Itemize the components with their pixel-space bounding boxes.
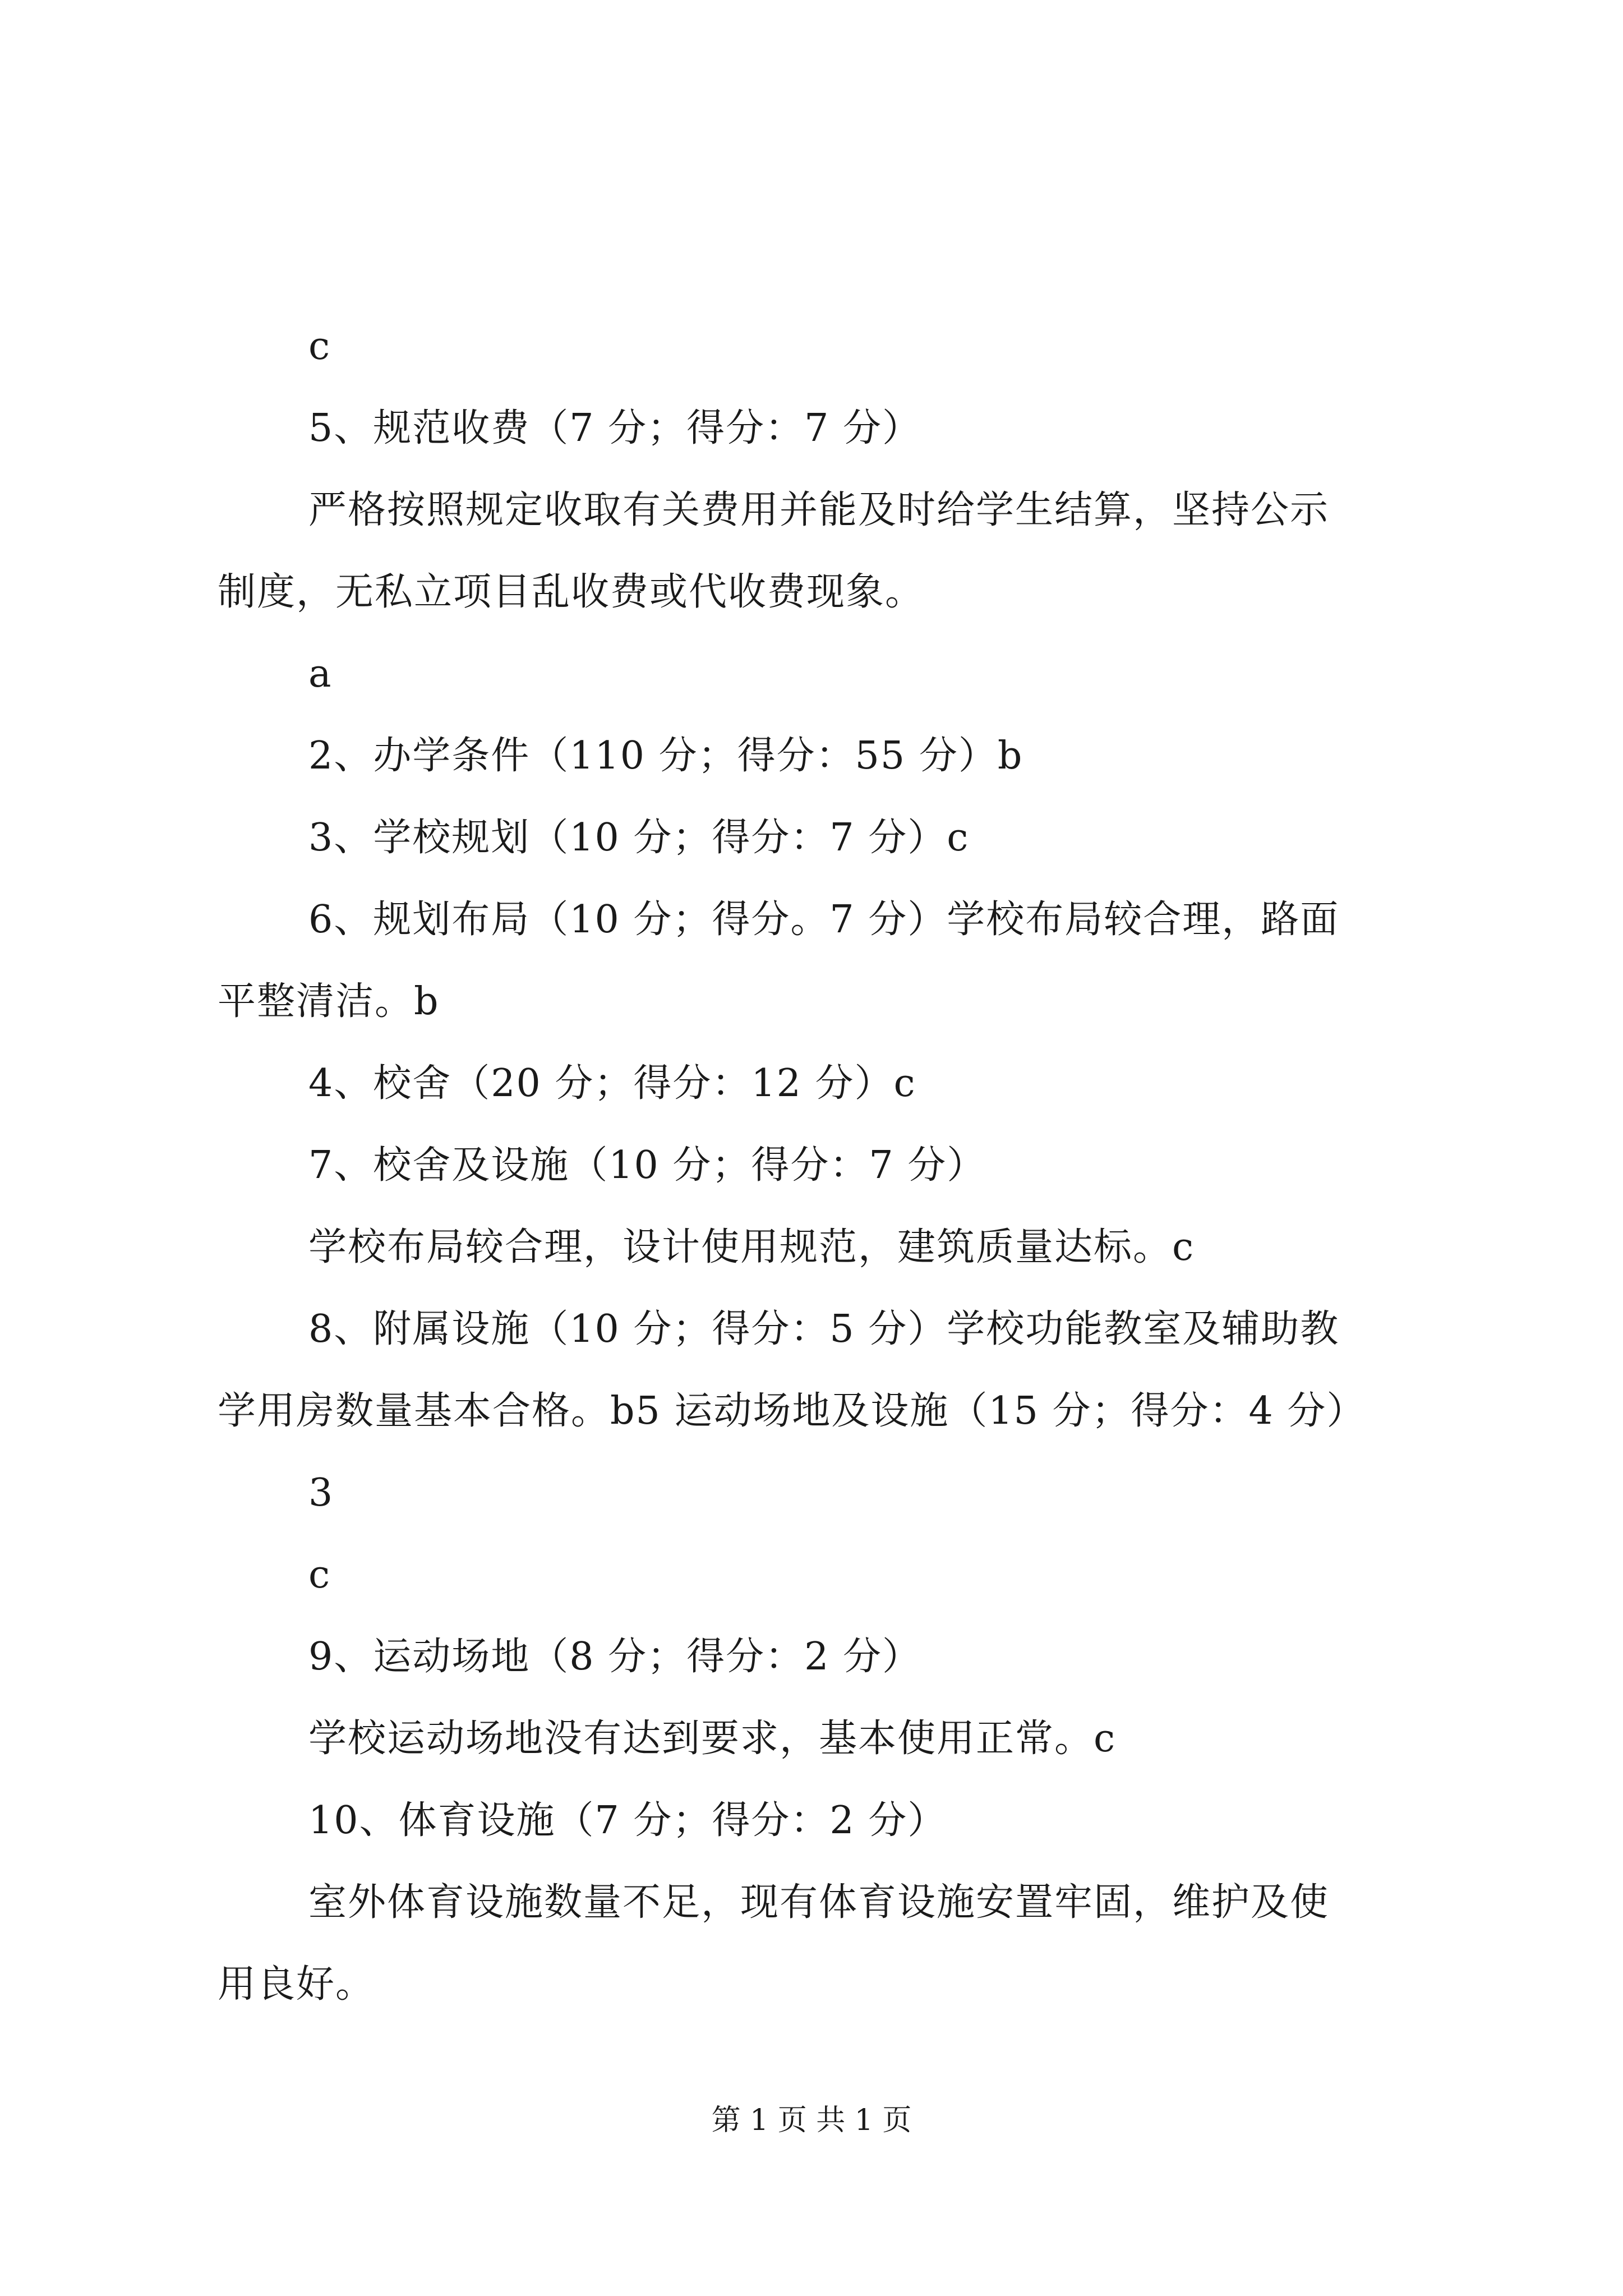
paragraph-line: 8、附属设施（10 分；得分：5 分）学校功能教室及辅助教 bbox=[308, 1307, 1340, 1351]
section-heading: 7、校舍及设施（10 分；得分：7 分） bbox=[308, 1143, 986, 1188]
text-line: c bbox=[308, 324, 331, 369]
page-number-footer: 第 1 页 共 1 页 bbox=[711, 2104, 912, 2137]
section-heading: 10、体育设施（7 分；得分：2 分） bbox=[308, 1798, 947, 1843]
paragraph-line: 平整清洁。b bbox=[218, 979, 440, 1024]
paragraph-line: 室外体育设施数量不足，现有体育设施安置牢固，维护及使 bbox=[308, 1880, 1330, 1925]
document-body bbox=[218, 306, 1429, 2026]
section-heading: 5、规范收费（7 分；得分：7 分） bbox=[308, 406, 922, 450]
paragraph-line: 用良好。 bbox=[218, 1962, 375, 2007]
section-heading: 9、运动场地（8 分；得分：2 分） bbox=[308, 1635, 922, 1679]
section-heading: 4、校舍（20 分；得分：12 分）c bbox=[308, 1061, 916, 1106]
section-heading: 3、学校规划（10 分；得分：7 分）c bbox=[308, 816, 970, 860]
text-line: a bbox=[308, 652, 333, 696]
text-line: c bbox=[308, 1553, 331, 1597]
paragraph-line: 学用房数量基本合格。b5 运动场地及设施（15 分；得分：4 分） bbox=[218, 1389, 1366, 1433]
paragraph-line: 学校运动场地没有达到要求，基本使用正常。c bbox=[308, 1717, 1117, 1761]
text-line: 3 bbox=[308, 1471, 334, 1515]
paragraph-line: 制度，无私立项目乱收费或代收费现象。 bbox=[218, 570, 925, 614]
paragraph-line: 6、规划布局（10 分；得分。7 分）学校布局较合理，路面 bbox=[308, 898, 1340, 942]
paragraph-line: 学校布局较合理，设计使用规范，建筑质量达标。c bbox=[308, 1225, 1195, 1269]
paragraph-line: 严格按照规定收取有关费用并能及时给学生结算，坚持公示 bbox=[308, 488, 1330, 532]
section-heading: 2、办学条件（110 分；得分：55 分）b bbox=[308, 734, 1023, 778]
